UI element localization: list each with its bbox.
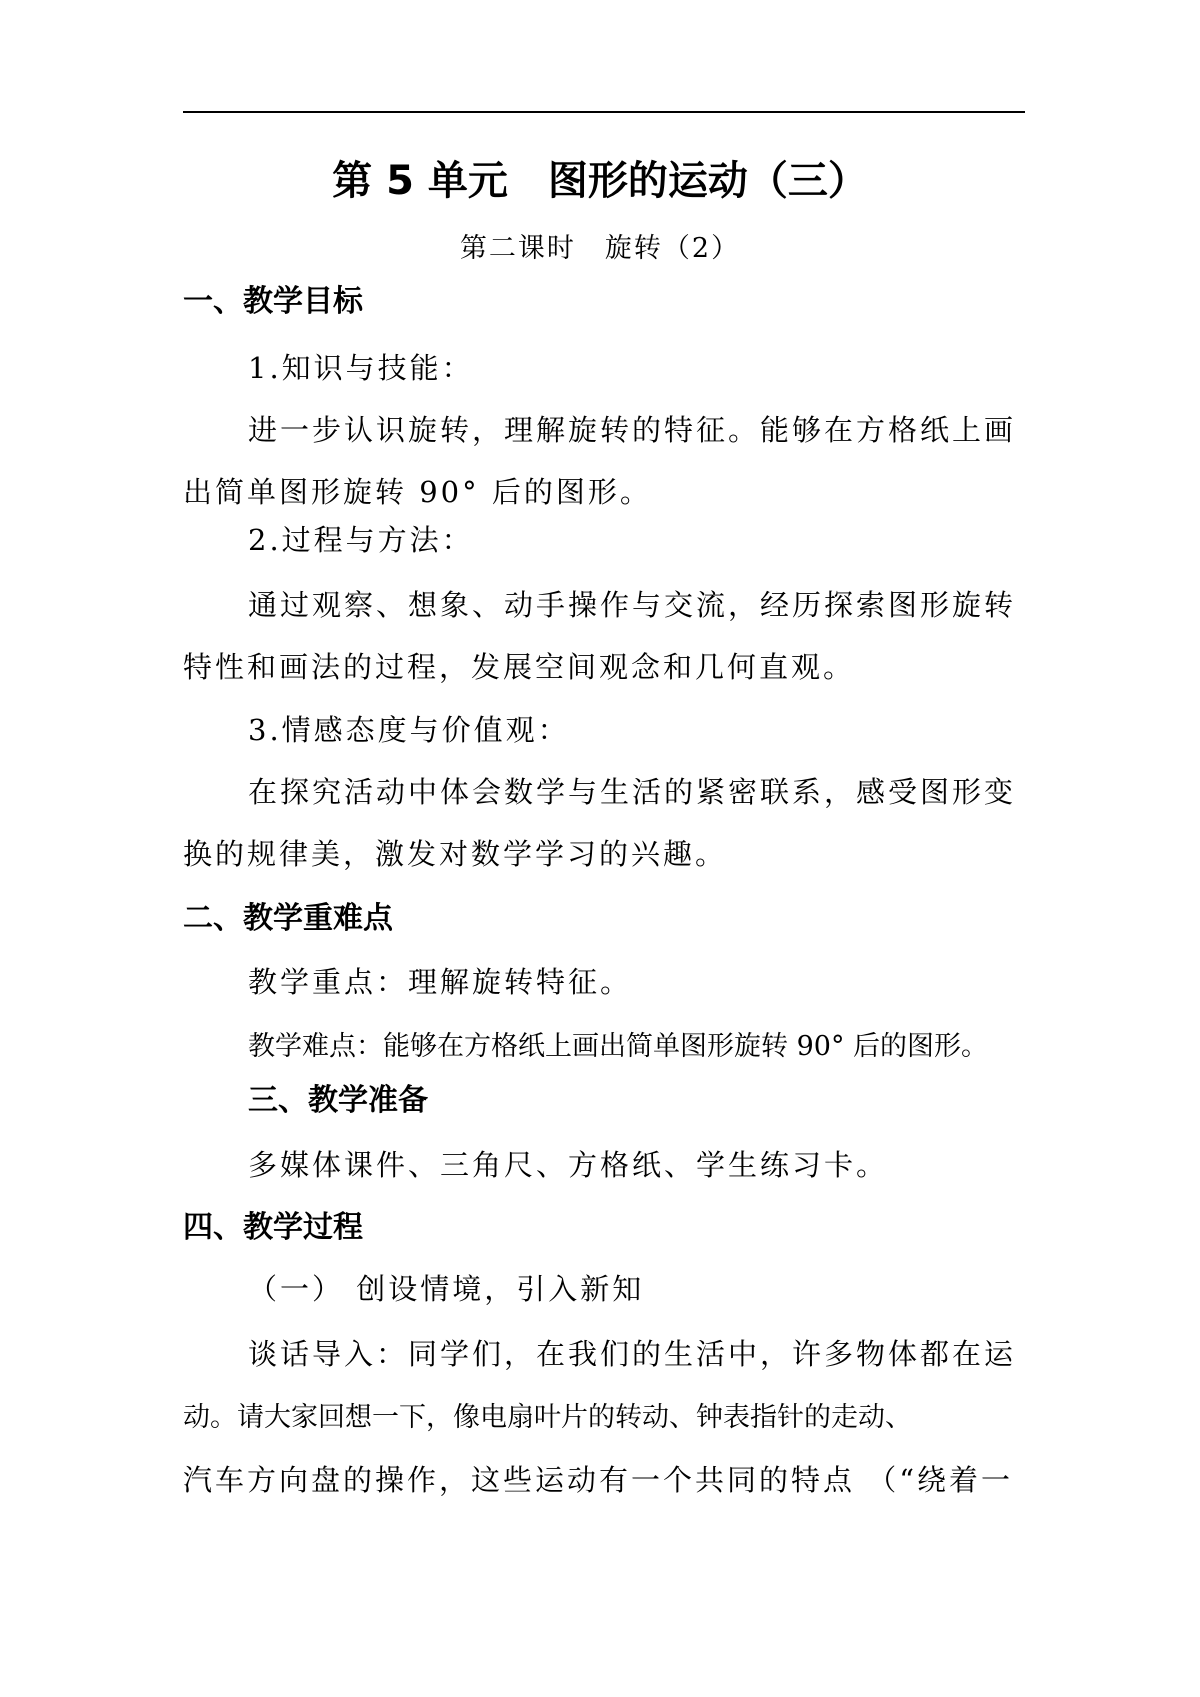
- section-heading-objectives: 一、教学目标: [183, 284, 363, 319]
- objective-2-label: 2.过程与方法：: [248, 523, 474, 557]
- difficult-point-text: 教学难点：能够在方格纸上画出简单图形旋转 90° 后的图形。: [248, 1031, 989, 1062]
- section-heading-preparation: 三、教学准备: [248, 1083, 428, 1118]
- objective-3-text-line2: 换的规律美，激发对数学学习的兴趣。: [183, 837, 728, 871]
- objective-1-text-line1: 进一步认识旋转，理解旋转的特征。能够在方格纸上画: [248, 413, 1017, 447]
- section-heading-process: 四、教学过程: [183, 1210, 363, 1245]
- objective-2-text-line2: 特性和画法的过程，发展空间观念和几何直观。: [183, 650, 856, 684]
- objective-1-label: 1.知识与技能：: [248, 351, 474, 385]
- section-heading-key-points: 二、教学重难点: [183, 901, 393, 936]
- objective-3-label: 3.情感态度与价值观：: [248, 713, 570, 747]
- document-title: 第 5 单元 图形的运动（三）: [332, 158, 868, 204]
- key-point-text: 教学重点：理解旋转特征。: [248, 965, 633, 999]
- header-rule: [183, 111, 1025, 113]
- document-subtitle: 第二课时 旋转（2）: [459, 233, 741, 264]
- objective-2-text-line1: 通过观察、想象、动手操作与交流，经历探索图形旋转: [248, 588, 1017, 622]
- objective-3-text-line1: 在探究活动中体会数学与生活的紧密联系，感受图形变: [248, 775, 1017, 809]
- intro-text-line1: 谈话导入：同学们，在我们的生活中，许多物体都在运: [248, 1337, 1017, 1371]
- preparation-materials: 多媒体课件、三角尺、方格纸、学生练习卡。: [248, 1148, 889, 1182]
- intro-text-line3: 汽车方向盘的操作，这些运动有一个共同的特点 （“绕着一: [183, 1463, 1014, 1497]
- objective-1-text-line2: 出简单图形旋转 90° 后的图形。: [183, 475, 652, 509]
- intro-text-line2: 动。请大家回想一下，像电扇叶片的转动、钟表指针的走动、: [183, 1402, 912, 1433]
- process-step-1-label: （一） 创设情境，引入新知: [248, 1272, 645, 1306]
